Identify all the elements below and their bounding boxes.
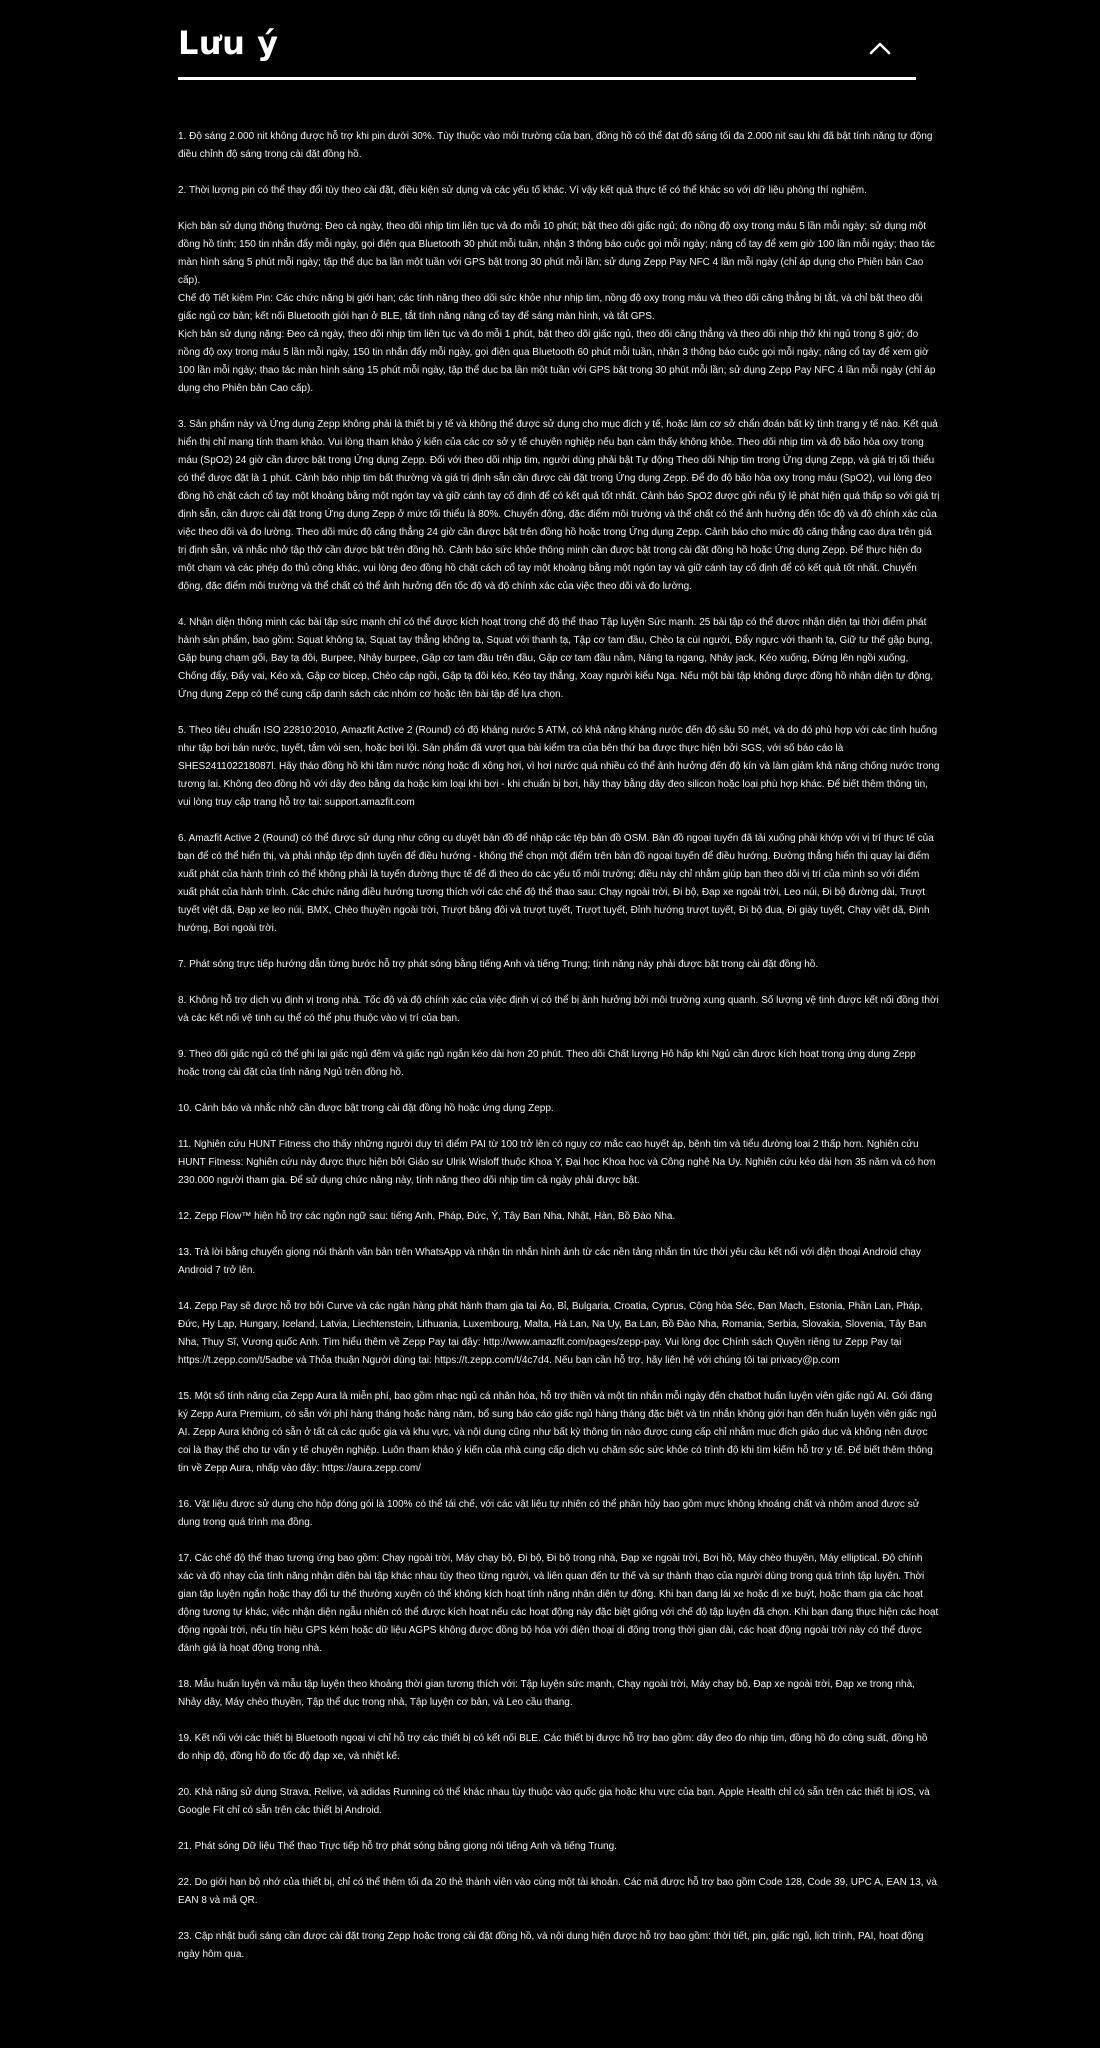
note-paragraph: 10. Cảnh báo và nhắc nhở cần được bật trong cài đặt đồng hồ hoặc ứng dụng Zepp. bbox=[178, 1103, 554, 1114]
note-paragraph: 17. Các chế độ thể thao tương ứng bao gồm: Chạy ngoài trời, Máy chạy bộ, Đi bộ, Đi bộ trong nhà, Đạp xe ngoài trời, Bơi hồ, Máy chèo thuyền, Máy elliptical. Độ chính xác và độ nhạy của tính năng nhận diện bài tập khác nhau tùy theo từng người, và liên quan đến tư thế và sự thành thạo của người dùng trong quá trình tập luyện. Thời gian tập luyện ngắn hoặc thay đổi tư thế thường xuyên có thể không kích hoạt tính năng nhận diện tự động. Khi bạn đang lái xe hoặc đi xe buýt, hoặc tham gia các hoạt động tương tự khác, việc nhận diện ngẫu nhiên có thể được kích hoạt nếu các hoạt động này đặc biệt giống với chế độ tập luyện đã chọn. Khi bạn đang thực hiện các hoạt động ngoài trời, nếu tín hiệu GPS kém hoặc dữ liệu AGPS không được đồng bộ hóa với điện thoại di động trong thời gian dài, các hoạt động ngoài trời này có thể được đánh giá là hoạt động trong nhà. bbox=[178, 1553, 939, 1654]
note-paragraph: 19. Kết nối với các thiết bị Bluetooth ngoại vi chỉ hỗ trợ các thiết bị có kết nối BLE. Các thiết bị được hỗ trợ bao gồm: dây đeo đo nhịp tim, đồng hồ đo công suất, đồng hồ đo nhịp độ, đồng hồ đo tốc độ đạp xe, và nhiệt kế. bbox=[178, 1733, 928, 1762]
note-paragraph: 3. Sản phẩm này và Ứng dụng Zepp không phải là thiết bị y tế và không thể được sử dụng cho mục đích y tế, hoặc làm cơ sở chẩn đoán bất kỳ tình trạng y tế nào. Kết quả hiển thị chỉ mang tính tham khảo. Vui lòng tham khảo ý kiến của các cơ sở y tế chuyên nghiệp nếu bạn cảm thấy không khỏe. Theo dõi nhịp tim và độ bão hòa oxy trong máu (SpO2) 24 giờ cần được bật trong Ứng dụng Zepp. Đối với theo dõi nhịp tim, người dùng phải bật Tự động Theo dõi Nhịp tim trong Ứng dụng Zepp, và giá trị tối thiểu có thể được đặt là 1 phút. Cảnh báo nhịp tim bất thường và giá trị định sẵn cần được cài đặt trong Ứng dụng Zepp. Để đo độ bão hòa oxy trong máu (SpO2), vui lòng đeo đồng hồ chặt cách cổ tay một khoảng bằng một ngón tay và giữ cánh tay cố định để có kết quả tốt nhất. Cảnh báo SpO2 được gửi nếu tỷ lệ phát hiện quá thấp so với giá trị định sẵn, cần được cài đặt trong Ứng dụng Zepp ở mức tối thiểu là 80%. Chuyển động, đặc điểm môi trường và thể chất có thể ảnh hưởng đến tốc độ và độ chính xác của việc theo dõi và đo lường. Theo dõi mức độ căng thẳng 24 giờ cần được bật trên đồng hồ hoặc trong Ứng dụng Zepp. Cảnh báo cho mức độ căng thẳng cao dựa trên giá trị định sẵn, và nhắc nhở tập thở cần được bật trên đồng hồ. Cảnh báo sức khỏe thông minh cần được bật trong cài đặt đồng hồ hoặc Ứng dụng Zepp. Để thực hiện đo một chạm và các phép đo thủ công khác, vui lòng đeo đồng hồ chặt cách cổ tay một khoảng bằng một ngón tay và giữ cánh tay cố định để có kết quả tốt nhất. Chuyển động, đặc điểm môi trường và thể chất có thể ảnh hưởng đến tốc độ và độ chính xác của việc theo dõi và đo lường. bbox=[178, 419, 940, 592]
note-paragraph: 15. Một số tính năng của Zepp Aura là miễn phí, bao gồm nhạc ngủ cá nhân hóa, hỗ trợ thiền và một tin nhắn mỗi ngày đến chatbot huấn luyện viên giấc ngủ AI. Gói đăng ký Zepp Aura Premium, có sẵn với phí hàng tháng hoặc hàng năm, bổ sung báo cáo giấc ngủ hàng tháng đặc biệt và tin nhắn không giới hạn đến huấn luyện viên giấc ngủ AI. Zepp Aura không có sẵn ở tất cả các quốc gia và khu vực, và nội dung cũng như bất kỳ thông tin nào được cung cấp chỉ nhằm mục đích giáo dục và không nên được coi là thay thế cho tư vấn y tế chuyên nghiệp. Luôn tham khảo ý kiến của nhà cung cấp dịch vụ chăm sóc sức khỏe có trình độ khi tìm kiếm hỗ trợ y tế. Để biết thêm thông tin về Zepp Aura, nhấp vào đây: https://aura.zepp.com/ bbox=[178, 1391, 937, 1474]
note-paragraph: 18. Mẫu huấn luyện và mẫu tập luyện theo khoảng thời gian tương thích với: Tập luyện sức mạnh, Chạy ngoài trời, Máy chạy bộ, Đạp xe ngoài trời, Đạp xe trong nhà, Nhảy dây, Máy chèo thuyền, Tập thể dục trong nhà, Tập luyện cơ bản, và Leo cầu thang. bbox=[178, 1679, 915, 1708]
note-paragraph: 14. Zepp Pay sẽ được hỗ trợ bởi Curve và các ngân hàng phát hành tham gia tại Áo, Bỉ, Bulgaria, Croatia, Cyprus, Cộng hòa Séc, Đan Mạch, Estonia, Phần Lan, Pháp, Đức, Hy Lạp, Hungary, Iceland, Latvia, Liechtenstein, Lithuania, Luxembourg, Malta, Hà Lan, Na Uy, Ba Lan, Bồ Đào Nha, Romania, Serbia, Slovakia, Slovenia, Tây Ban Nha, Thụy Sĩ, Vương quốc Anh. Tìm hiểu thêm về Zepp Pay tại đây: http://www.amazfit.com/pages/zepp-pay. Vui lòng đọc Chính sách Quyền riêng tư Zepp Pay tại https://t.zepp.com/t/5adbe và Thỏa thuận Người dùng tại: https://t.zepp.com/t/4c7d4. Nếu bạn cần hỗ trợ, hãy liên hệ với chúng tôi tại privacy@p.com bbox=[178, 1301, 927, 1366]
note-paragraph: 9. Theo dõi giấc ngủ có thể ghi lại giấc ngủ đêm và giấc ngủ ngắn kéo dài hơn 20 phút. Theo dõi Chất lượng Hô hấp khi Ngủ cần được kích hoạt trong ứng dụng Zepp hoặc trong cài đặt của tính năng Ngủ trên đồng hồ. bbox=[178, 1049, 916, 1078]
note-paragraph: 22. Do giới hạn bộ nhớ của thiết bị, chỉ có thể thêm tối đa 20 thẻ thành viên vào cùng một tài khoản. Các mã được hỗ trợ bao gồm Code 128, Code 39, UPC A, EAN 13, và EAN 8 và mã QR. bbox=[178, 1877, 937, 1906]
accordion-title: Lưu ý bbox=[178, 24, 279, 62]
note-paragraph: 2. Thời lượng pin có thể thay đổi tùy theo cài đặt, điều kiện sử dụng và các yếu tố khác. Vì vậy kết quả thực tế có thể khác so với dữ liệu phòng thí nghiệm. bbox=[178, 185, 867, 196]
note-paragraph: 12. Zepp Flow™ hiện hỗ trợ các ngôn ngữ sau: tiếng Anh, Pháp, Đức, Ý, Tây Ban Nha, Nhật, Hàn, Bồ Đào Nha. bbox=[178, 1211, 676, 1222]
note-paragraph: 8. Không hỗ trợ dịch vụ định vị trong nhà. Tốc độ và độ chính xác của việc định vị có thể bị ảnh hưởng bởi môi trường xung quanh. Số lượng vệ tinh được kết nối đồng thời và các kết nối vệ tinh cụ thể có thể phụ thuộc vào vị trí của bạn. bbox=[178, 995, 939, 1024]
note-paragraph: 23. Cập nhật buổi sáng cần được cài đặt trong Zepp hoặc trong cài đặt đồng hồ, và nội dung hiện được hỗ trợ bao gồm: thời tiết, pin, giấc ngủ, lịch trình, PAI, hoạt động ngày hôm qua. bbox=[178, 1931, 924, 1960]
note-paragraph: 13. Trả lời bằng chuyển giọng nói thành văn bản trên WhatsApp và nhận tin nhắn hình ảnh từ các nền tảng nhắn tin tức thời yêu cầu kết nối với điện thoại Android chạy Android 7 trở lên. bbox=[178, 1247, 921, 1276]
note-paragraph: 16. Vật liệu được sử dụng cho hộp đóng gói là 100% có thể tái chế, với các vật liệu tự nhiên có thể phân hủy bao gồm mực không khoáng chất và nhôm anod được sử dụng trong quá trình mạ đồng. bbox=[178, 1499, 920, 1528]
note-paragraph: 20. Khả năng sử dụng Strava, Relive, và adidas Running có thể khác nhau tùy thuộc vào quốc gia hoặc khu vực của bạn. Apple Health chỉ có sẵn trên các thiết bị iOS, và Google Fit chỉ có sẵn trên các thiết bị Android. bbox=[178, 1787, 930, 1816]
note-paragraph: 4. Nhận diện thông minh các bài tập sức mạnh chỉ có thể được kích hoạt trong chế độ thể thao Tập luyện Sức mạnh. 25 bài tập có thể được nhận diện tại thời điểm phát hành sản phẩm, bao gồm: Squat không tạ, Squat tay thẳng không tạ, Squat với thanh tạ, Tập cơ tam đầu, Chèo tạ cúi người, Đẩy ngực với thanh tạ, Giữ tư thế gập bụng, Gập bụng chạm gối, Bay tạ đôi, Burpee, Nhảy burpee, Gập cơ tam đầu trên đầu, Gập cơ tam đầu nằm, Nâng tạ ngang, Nhảy jack, Kéo xuống, Đứng lên ngồi xuống, Chống đẩy, Đẩy vai, Kéo xà, Gập cơ bicep, Chèo cáp ngồi, Gập tạ đôi kéo, Kéo tay thẳng, Xoay người kiểu Nga. Nếu một bài tập không được đồng hồ nhận diện tự động, Ứng dụng Zepp có thể cung cấp danh sách các nhóm cơ hoặc tên bài tập để lựa chọn. bbox=[178, 617, 934, 700]
note-paragraph: 6. Amazfit Active 2 (Round) có thể được sử dụng như công cụ duyệt bản đồ để nhập các tệp bản đồ OSM. Bản đồ ngoại tuyến đã tải xuống phải khớp với vị trí thực tế của bạn để có thể hiển thị, và phải nhập tệp định tuyến để điều hướng - không thể chọn một điểm trên bản đồ ngoại tuyến để điều hướng. Đường thẳng hiển thị quay lại điểm xuất phát của hành trình có thể không phải là tuyến đường thực tế để đi theo do các yếu tố môi trường; điều này chỉ nhằm giúp bạn theo dõi vị trí của mình so với điểm xuất phát của hành trình. Các chức năng điều hướng tương thích với các chế độ thể thao sau: Chạy ngoài trời, Đi bộ, Đạp xe ngoài trời, Leo núi, Đi bộ đường dài, Trượt tuyết việt dã, Đạp xe leo núi, BMX, Chèo thuyền ngoài trời, Trượt băng đôi và trượt tuyết, Trượt tuyết, Đỉnh hướng trượt tuyết, Đi bộ đua, Đi giày tuyết, Chạy việt dã, Định hướng, Bơi ngoài trời. bbox=[178, 833, 934, 934]
note-paragraph: 7. Phát sóng trực tiếp hướng dẫn từng bước hỗ trợ phát sóng bằng tiếng Anh và tiếng Trung; tính năng này phải được bật trong cài đặt đồng hồ. bbox=[178, 959, 819, 970]
note-paragraph: 11. Nghiên cứu HUNT Fitness cho thấy những người duy trì điểm PAI từ 100 trở lên có nguy cơ mắc cao huyết áp, bệnh tim và tiểu đường loại 2 thấp hơn. Nghiên cứu HUNT Fitness: Nghiên cứu này được thực hiện bởi Giáo sư Ulrik Wisloff thuộc Khoa Y, Đại học Khoa học và Công nghệ Na Uy. Nghiên cứu kéo dài hơn 35 năm và có hơn 230.000 người tham gia. Để sử dụng chức năng này, tính năng theo dõi nhịp tim cả ngày phải được bật. bbox=[178, 1139, 936, 1186]
note-paragraph: 5. Theo tiêu chuẩn ISO 22810:2010, Amazfit Active 2 (Round) có độ kháng nước 5 ATM, có khả năng kháng nước đến độ sâu 50 mét, và do đó phù hợp với các tình huống như tập bơi bán nước, tuyết, tắm vòi sen, hoặc bơi lội. Sản phẩm đã vượt qua bài kiểm tra của bên thứ ba được thực hiện bởi SGS, với số báo cáo là SHES241102218087l. Hãy tháo đồng hồ khi tắm nước nóng hoặc đi xông hơi, vì hơi nước quá nhiều có thể ảnh hưởng đến độ kín và làm giảm khả năng chống nước trong tương lai. Không đeo đồng hồ với dây đeo bằng da hoặc kim loại khi bơi - khi chuẩn bị bơi, hãy thay bằng dây đeo silicon hoặc loại phù hợp khác. Để biết thêm thông tin, vui lòng truy cập trang hỗ trợ tại: support.amazfit.com bbox=[178, 725, 940, 808]
accordion-header[interactable] bbox=[178, 18, 916, 80]
note-paragraph: Kịch bản sử dụng thông thường: Đeo cả ngày, theo dõi nhịp tim liên tục và đo mỗi 10 phút; bật theo dõi giấc ngủ; đo nồng độ oxy trong máu 5 lần mỗi ngày; sử dụng một đồng hồ tính; 150 tin nhắn đẩy mỗi ngày, gọi điện qua Bluetooth 30 phút mỗi tuần, nhận 3 thông báo cuộc gọi mỗi ngày; nâng cổ tay để xem giờ 100 lần mỗi ngày; thao tác màn hình sáng 5 phút mỗi ngày; tập thể dục ba lần một tuần với GPS bật trong 30 phút mỗi lần; sử dụng Zepp Pay NFC 4 lần mỗi ngày (chỉ áp dụng cho Phiên bản Cao cấp). Chế độ Tiết kiệm Pin: Các chức năng bị giới hạn; các tính năng theo dõi sức khỏe như nhịp tim, nồng độ oxy trong máu và theo dõi căng thẳng bị tắt, và chỉ bật theo dõi giấc ngủ cơ bản; kết nối Bluetooth giới hạn ở BLE, tắt tính năng nâng cổ tay để sáng màn hình, và tắt GPS. Kịch bản sử dụng nặng: Đeo cả ngày, theo dõi nhịp tim liên tục và đo mỗi 1 phút, bật theo dõi giấc ngủ, theo dõi căng thẳng và theo dõi nhịp thở khi ngủ trong 8 giờ; đo nồng độ oxy trong máu 5 lần mỗi ngày, 150 tin nhắn đẩy mỗi ngày, gọi điện qua Bluetooth 60 phút mỗi tuần, nhận 3 thông báo cuộc gọi mỗi ngày; nâng cổ tay để xem giờ 100 lần mỗi ngày; thao tác màn hình sáng 15 phút mỗi ngày, tập thể dục ba lần một tuần với GPS bật trong 30 phút mỗi lần; sử dụng Zepp Pay NFC 4 lần mỗi ngày (chỉ áp dụng cho Phiên bản Cao cấp). bbox=[178, 221, 936, 394]
notes-content bbox=[178, 128, 940, 1982]
note-paragraph: 1. Độ sáng 2.000 nit không được hỗ trợ khi pin dưới 30%. Tùy thuộc vào môi trường của bạn, đồng hồ có thể đạt độ sáng tối đa 2.000 nit sau khi đã bật tính năng tự động điều chỉnh độ sáng trong cài đặt đồng hồ. bbox=[178, 131, 933, 160]
note-paragraph: 21. Phát sóng Dữ liệu Thể thao Trực tiếp hỗ trợ phát sóng bằng giọng nói tiếng Anh và tiếng Trung. bbox=[178, 1841, 617, 1852]
chevron-up-icon[interactable] bbox=[864, 32, 896, 64]
